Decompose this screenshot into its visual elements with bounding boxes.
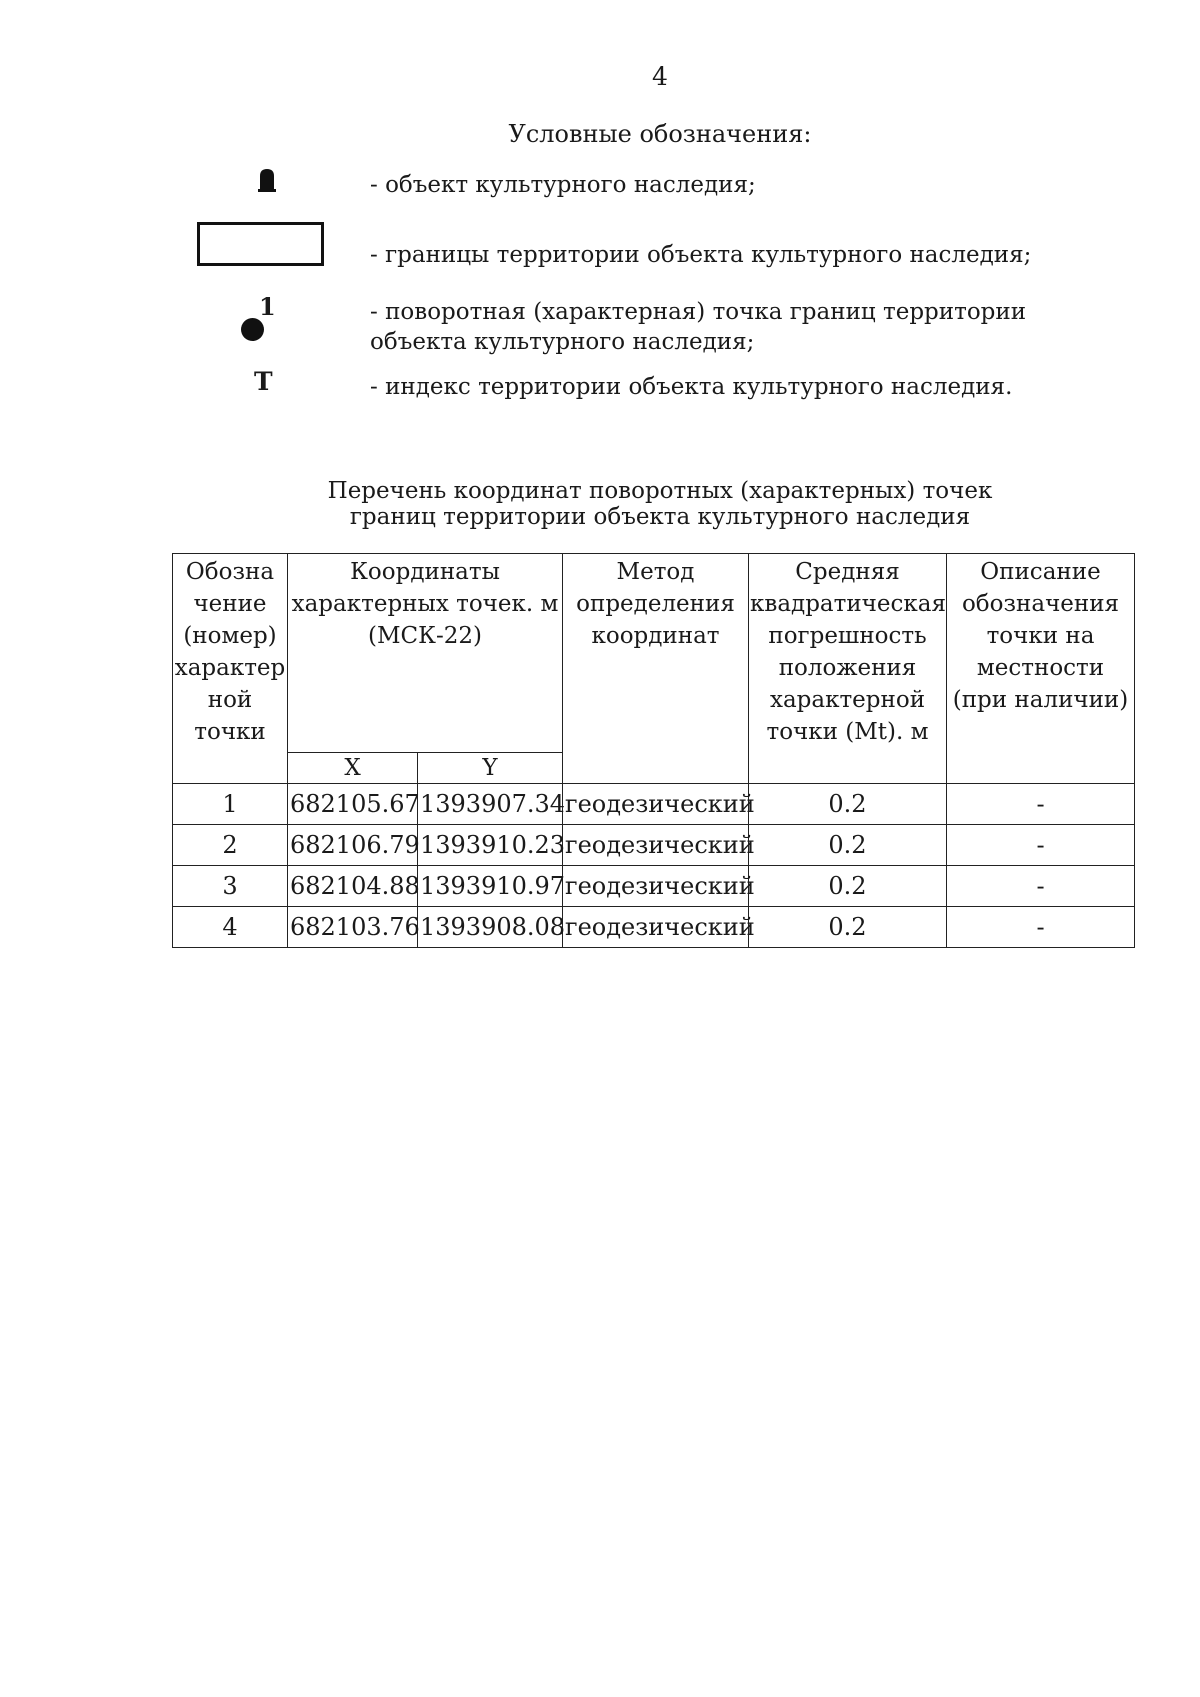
header-description: Описание обозначения точки на местности (при наличии) xyxy=(947,554,1135,784)
cell-number: 2 xyxy=(173,825,288,866)
cell-description: - xyxy=(947,866,1135,907)
legend-text-monument: - объект культурного наследия; xyxy=(370,172,756,198)
legend-title: Условные обозначения: xyxy=(508,120,812,148)
table-row xyxy=(173,825,1135,866)
legend-text-boundary: - границы территории объекта культурного наследия; xyxy=(370,242,1032,268)
cell-number: 4 xyxy=(173,907,288,948)
header-method: Метод определения координат xyxy=(563,554,749,784)
cell-error: 0.2 xyxy=(749,866,947,907)
cell-method: геодезический xyxy=(563,825,749,866)
table-row xyxy=(173,784,1135,825)
cell-number: 3 xyxy=(173,866,288,907)
cell-error: 0.2 xyxy=(749,784,947,825)
monument-icon xyxy=(258,168,276,192)
cell-description: - xyxy=(947,784,1135,825)
cell-x: 682106.79 xyxy=(288,825,418,866)
cell-x: 682105.67 xyxy=(288,784,418,825)
turning-point-icon xyxy=(241,318,264,341)
header-error: Средняя квадратическая погрешность положения характерной точки (Mt). м xyxy=(749,554,947,784)
header-x: X xyxy=(288,753,418,784)
index-icon: Т xyxy=(254,367,273,396)
cell-error: 0.2 xyxy=(749,907,947,948)
turning-point-label: 1 xyxy=(259,292,276,321)
cell-x: 682103.76 xyxy=(288,907,418,948)
table-row xyxy=(173,866,1135,907)
cell-y: 1393908.08 xyxy=(418,907,563,948)
cell-number: 1 xyxy=(173,784,288,825)
cell-y: 1393910.23 xyxy=(418,825,563,866)
table-title-line1: Перечень координат поворотных (характерных) точек xyxy=(327,478,993,504)
page-number: 4 xyxy=(652,62,668,91)
rectangle-boundary-icon xyxy=(197,222,324,266)
coordinates-table xyxy=(172,553,1135,948)
table-row xyxy=(173,907,1135,948)
legend-text-turning-point: - поворотная (характерная) точка границ территории объекта культурного наследия; xyxy=(370,299,1027,355)
cell-description: - xyxy=(947,907,1135,948)
cell-description: - xyxy=(947,825,1135,866)
cell-x: 682104.88 xyxy=(288,866,418,907)
table-title-line2: границ территории объекта культурного наследия xyxy=(349,504,971,530)
cell-error: 0.2 xyxy=(749,825,947,866)
header-y: Y xyxy=(418,753,563,784)
cell-method: геодезический xyxy=(563,784,749,825)
cell-method: геодезический xyxy=(563,907,749,948)
legend-text-index: - индекс территории объекта культурного наследия. xyxy=(370,374,1013,400)
table-title xyxy=(0,478,1200,530)
cell-y: 1393910.97 xyxy=(418,866,563,907)
header-coordinates: Координаты характерных точек. м (МСК-22) xyxy=(288,554,563,753)
cell-method: геодезический xyxy=(563,866,749,907)
header-number: Обозна чение (номер) характер ной точки xyxy=(173,554,288,784)
table-header-row xyxy=(173,554,1135,753)
cell-y: 1393907.34 xyxy=(418,784,563,825)
